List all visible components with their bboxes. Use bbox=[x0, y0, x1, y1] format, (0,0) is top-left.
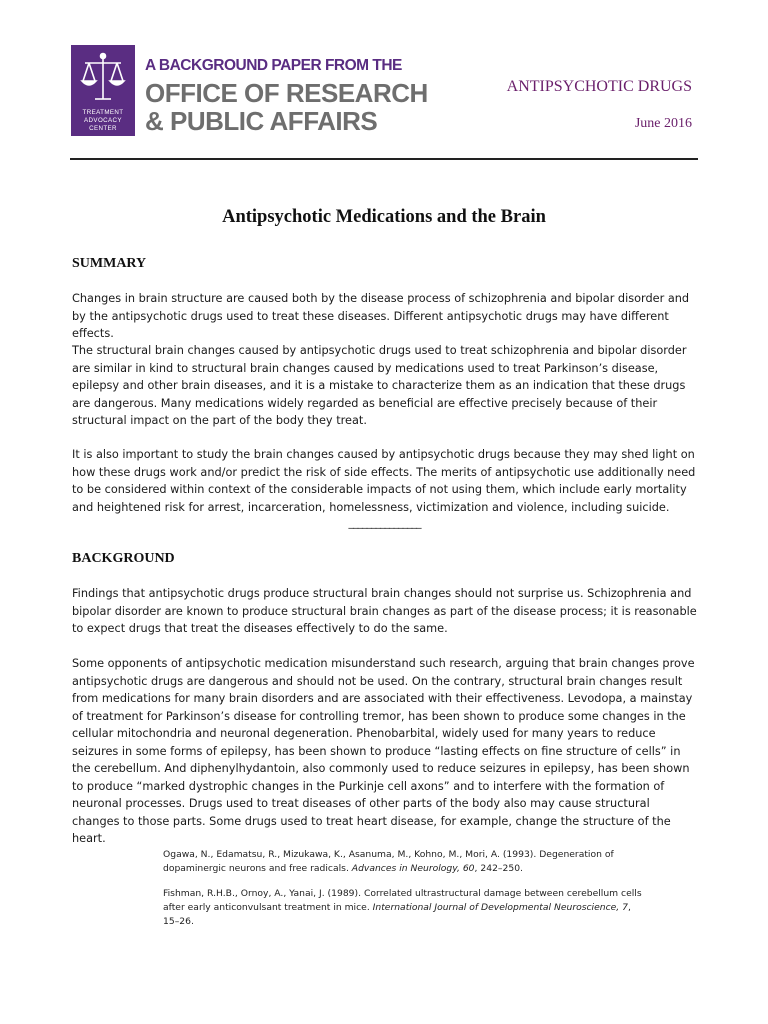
summary-paragraph: The structural brain changes caused by antipsychotic drugs used to treat schizophrenia and bipolar disorder are similar in kind to structural brain changes caused by medications used to treat Parkinson’s disease, epilepsy and other brain diseases, and it is a mistake to characterize them as an indication that these drugs are dangerous. Many medications widely regarded as beneficial are effective precisely because of their structural impact on the part of the body they treat. bbox=[72, 344, 687, 427]
reference-authors: Fishman, R.H.B., Ornoy, A., Yanai, J. (1989). Correlated ultrastructural damage between cerebellum cells after early anticonvulsant treatment in mice. bbox=[163, 888, 642, 913]
reference-journal: Advances in Neurology, 60 bbox=[351, 863, 475, 874]
references-list bbox=[163, 848, 648, 940]
treatment-advocacy-center-logo bbox=[71, 45, 135, 136]
logo-text-line: TREATMENT bbox=[82, 109, 124, 116]
logo-text-line: CENTER bbox=[89, 125, 117, 132]
brand-office-name-line1: OFFICE OF RESEARCH bbox=[145, 78, 428, 108]
reference-item bbox=[163, 848, 648, 876]
summary-paragraph: It is also important to study the brain changes caused by antipsychotic drugs because they may shed light on how these drugs work and/or predict the risk of side effects. The merits of antipsychotic use additionally need to be considered within context of the considerable impacts of not using them, which include early mortality and heightened risk for arrest, incarceration, homelessness, victimization and violence, including suicide. bbox=[72, 448, 696, 514]
brand-tagline: A BACKGROUND PAPER FROM THE bbox=[145, 57, 402, 74]
logo-text-line: ADVOCACY bbox=[84, 117, 122, 124]
document-title: Antipsychotic Medications and the Brain bbox=[222, 207, 546, 227]
reference-journal: International Journal of Developmental Neuroscience, 7 bbox=[372, 902, 628, 913]
brand-office-name-line2: & PUBLIC AFFAIRS bbox=[145, 106, 378, 136]
section-separator: ________________ bbox=[348, 516, 421, 529]
background-paragraph: Findings that antipsychotic drugs produce structural brain changes should not surprise us. Schizophrenia and bipolar disorder are known to produce structural brain changes as part of the disease process; it is reasonable to expect drugs that treat the diseases effectively to do the same. bbox=[72, 587, 697, 635]
background-paragraph: Some opponents of antipsychotic medication misunderstand such research, arguing that brain changes prove antipsychotic drugs are dangerous and should not be used. On the contrary, structural brain changes result from medications for many brain disorders and are associated with their effectiveness. Levodopa, a mainstay of treatment for Parkinson’s disease for controlling tremor, has been shown to produce some changes in the cellular mitochondria and neuronal degeneration. Phenobarbital, widely used for many years to reduce seizures in some forms of epilepsy, has been shown to produce “lasting effects on fine structure of cells” in the cerebellum. And diphenylhydantoin, also commonly used to reduce seizures in epilepsy, has been shown to produce “marked dystrophic changes in the Purkinje cell axons” and to interfere with the formation of neuronal processes. Drugs used to treat diseases of other parts of the body also may cause structural changes to those parts. Some drugs used to treat heart disease, for example, change the structure of the heart. bbox=[72, 657, 695, 845]
topic-label: ANTIPSYCHOTIC DRUGS bbox=[506, 78, 692, 95]
scales-of-justice-icon bbox=[79, 51, 127, 107]
reference-item bbox=[163, 887, 648, 929]
summary-paragraph: Changes in brain structure are caused both by the disease process of schizophrenia and bipolar disorder and by the antipsychotic drugs used to treat these diseases. Different antipsychotic drugs may have different effects. bbox=[72, 292, 690, 340]
header-divider bbox=[70, 158, 698, 160]
reference-authors: Ogawa, N., Edamatsu, R., Mizukawa, K., Asanuma, M., Kohno, M., Mori, A. (1993). Degeneration of dopaminergic neurons and free radicals. bbox=[163, 849, 614, 874]
reference-pages: , 15–26. bbox=[163, 902, 631, 927]
publication-date: June 2016 bbox=[634, 116, 692, 131]
summary-heading: SUMMARY bbox=[72, 256, 147, 271]
reference-pages: , 242–250. bbox=[474, 863, 523, 874]
background-heading: BACKGROUND bbox=[72, 551, 175, 566]
